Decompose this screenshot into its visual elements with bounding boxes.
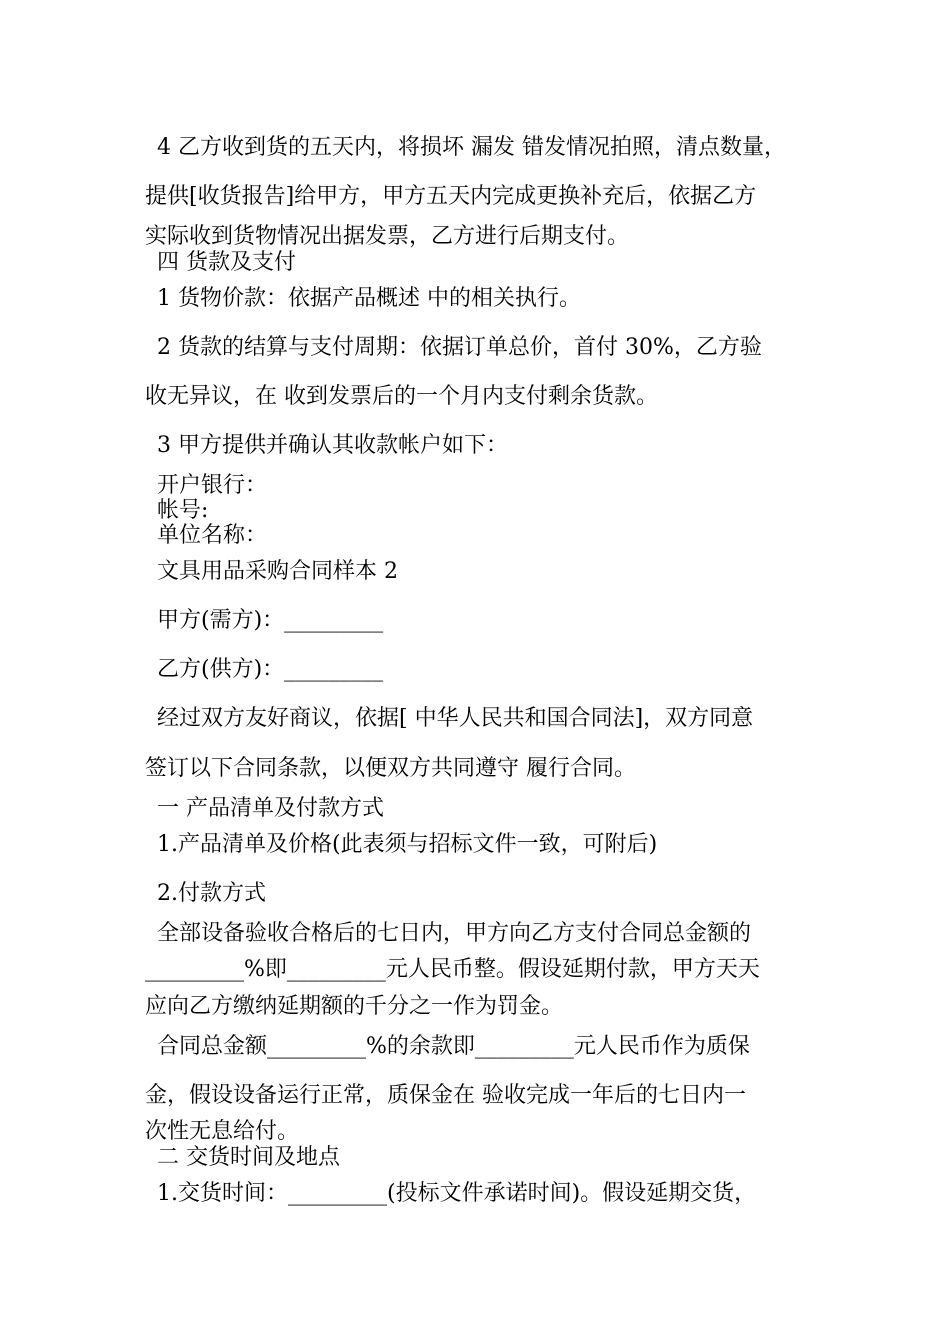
paragraph-line: 2 货款的结算与支付周期：依据订单总价，首付 30%，乙方验 [157,335,762,360]
paragraph-line: 实际收到货物情况出据发票，乙方进行后期支付。 [145,224,630,249]
account-label: 帐号: [157,498,209,523]
paragraph-line: 3 甲方提供并确认其收款帐户如下： [157,433,508,458]
section-heading: 二 交货时间及地点 [157,1145,340,1170]
paragraph-line: _________%即_________元人民币整。假设延期付款，甲方天天 [145,957,760,982]
paragraph-line: 全部设备验收合格后的七日内，甲方向乙方支付合同总金额的 [157,921,752,946]
party-b-line: 乙方(供方)：_________ [157,657,384,682]
paragraph-line: 经过双方友好商议，依据[ 中华人民共和国合同法]，双方同意 [157,706,754,731]
paragraph-line: 1.交货时间：_________(投标文件承诺时间)。假设延期交货， [157,1181,757,1206]
paragraph-line: 收无异议，在 收到发票后的一个月内支付剩余货款。 [145,384,658,409]
bank-label: 开户银行： [157,473,268,498]
paragraph-line: 签订以下合同条款，以便双方共同遵守 履行合同。 [145,756,636,781]
paragraph-line: 合同总金额_________%的余款即_________元人民币作为质保 [157,1034,750,1059]
section-heading: 一 产品清单及付款方式 [157,796,384,821]
paragraph-line: 应向乙方缴纳延期额的千分之一作为罚金。 [145,994,564,1019]
paragraph-line: 提供[收货报告]给甲方，甲方五天内完成更换补充后，依据乙方 [145,184,757,209]
paragraph-line: 次性无息给付。 [145,1119,300,1144]
paragraph-line: 1.产品清单及价格(此表须与招标文件一致，可附后) [157,832,658,857]
subheading: 2.付款方式 [157,881,266,906]
paragraph-line: 1 货物价款：依据产品概述 中的相关执行。 [157,286,581,311]
unit-name-label: 单位名称： [157,523,268,548]
document-title: 文具用品采购合同样本 2 [157,559,398,584]
paragraph-line: 4 乙方收到货的五天内，将损坏 漏发 错发情况拍照，清点数量， [157,135,786,160]
party-a-line: 甲方(需方)：_________ [157,608,384,633]
section-heading: 四 货款及支付 [157,250,296,275]
paragraph-line: 金，假设设备运行正常，质保金在 验收完成一年后的七日内一 [145,1083,746,1108]
